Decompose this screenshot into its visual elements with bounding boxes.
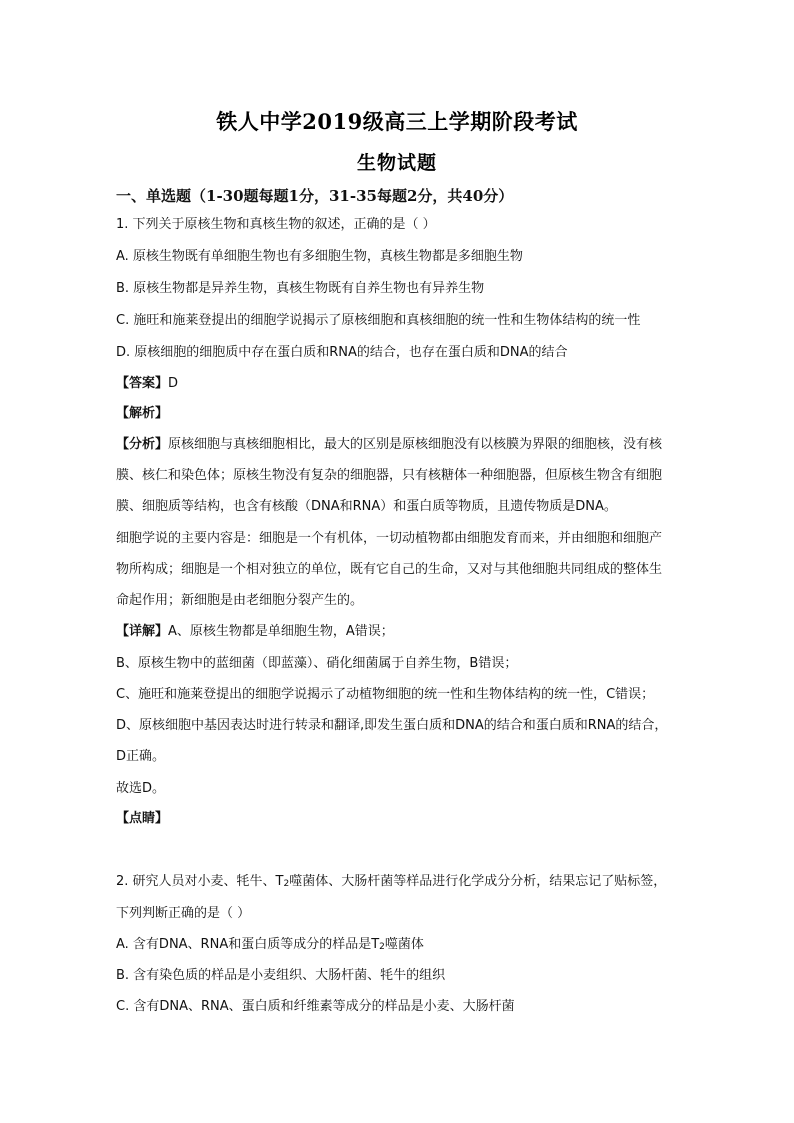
q1-option-d: D. 原核细胞的细胞质中存在蛋白质和RNA的结合，也存在蛋白质和DNA的结合 <box>116 345 568 360</box>
exam-title: 铁人中学2019级高三上学期阶段考试 <box>216 109 578 134</box>
detail-line-d1: D、原核细胞中基因表达时进行转录和翻译,即发生蛋白质和DNA的结合和蛋白质和RNA的结合， <box>116 718 668 733</box>
answer-value: D <box>168 376 179 391</box>
q2-option-c: C. 含有DNA、RNA、蛋白质和纤维素等成分的样品是小麦、大肠杆菌 <box>116 999 515 1014</box>
q2-stem-line-2: 下列判断正确的是（ ） <box>116 906 251 921</box>
fenxi-line-3: 膜、细胞质等结构，也含有核酸（DNA和RNA）和蛋白质等物质，且遗传物质是DNA。 <box>116 499 617 514</box>
q2-option-a <box>116 937 424 953</box>
conclusion: 故选D。 <box>116 781 166 796</box>
exam-subtitle: 生物试题 <box>356 152 437 174</box>
theory-line-2: 物所构成；细胞是一个相对独立的单位，既有它自己的生命，又对与其他细胞共同组成的整体生 <box>116 562 663 577</box>
detail-line-c: C、施旺和施莱登提出的细胞学说揭示了动植物细胞的统一性和生物体结构的统一性，C错误； <box>116 687 655 702</box>
detail-line-d2: D正确。 <box>116 749 166 764</box>
detail-line-b: B、原核生物中的蓝细菌（即蓝藻）、硝化细菌属于自养生物，B错误； <box>116 656 518 671</box>
detail-text-a: A、原核生物都是单细胞生物，A错误； <box>168 624 394 639</box>
q1-option-b: B. 原核生物都是异养生物，真核生物既有自养生物也有异养生物 <box>116 281 485 296</box>
q2-stem-line-1 <box>116 874 666 890</box>
q2-stem-pre: 2. 研究人员对小麦、牦牛、T <box>116 874 284 889</box>
q1-option-a: A. 原核生物既有单细胞生物也有多细胞生物，真核生物都是多细胞生物 <box>116 249 523 264</box>
q2-option-a-pre: A. 含有DNA、RNA和蛋白质等成分的样品是T <box>116 937 380 952</box>
theory-line-3: 命起作用；新细胞是由老细胞分裂产生的。 <box>116 593 364 608</box>
detail-line-a <box>116 624 394 640</box>
fenxi-line-1 <box>116 437 662 453</box>
q2-stem-subscript: 2 <box>283 879 290 889</box>
dianjing-tag: 【点睛】 <box>116 811 169 826</box>
q2-option-b: B. 含有染色质的样品是小麦组织、大肠杆菌、牦牛的组织 <box>116 968 446 983</box>
q1-answer-line <box>116 376 178 392</box>
answer-tag: 【答案】 <box>116 376 169 391</box>
q2-stem-post: 噬菌体、大肠杆菌等样品进行化学成分分析，结果忘记了贴标签， <box>289 874 667 889</box>
q1-option-c: C. 施旺和施莱登提出的细胞学说揭示了原核细胞和真核细胞的统一性和生物体结构的统一性 <box>116 313 641 328</box>
analysis-tag: 【解析】 <box>116 406 169 421</box>
theory-line-1: 细胞学说的主要内容是：细胞是一个有机体，一切动植物都由细胞发育而来，并由细胞和细胞产 <box>116 531 663 546</box>
section-heading: 一、单选题（1-30题每题1分，31-35每题2分，共40分） <box>116 187 514 205</box>
fenxi-line-2: 膜、核仁和染色体；原核生物没有复杂的细胞器，只有核糖体一种细胞器，但原核生物含有细胞 <box>116 468 663 483</box>
fenxi-text-1: 原核细胞与真核细胞相比，最大的区别是原核细胞没有以核膜为界限的细胞核，没有核 <box>168 437 663 452</box>
detail-tag: 【详解】 <box>116 624 169 639</box>
q1-stem: 1. 下列关于原核生物和真核生物的叙述，正确的是（ ） <box>116 217 436 232</box>
q2-option-a-subscript: 2 <box>379 942 385 952</box>
q2-option-a-post: 噬菌体 <box>384 937 424 952</box>
fenxi-tag: 【分析】 <box>116 437 169 452</box>
